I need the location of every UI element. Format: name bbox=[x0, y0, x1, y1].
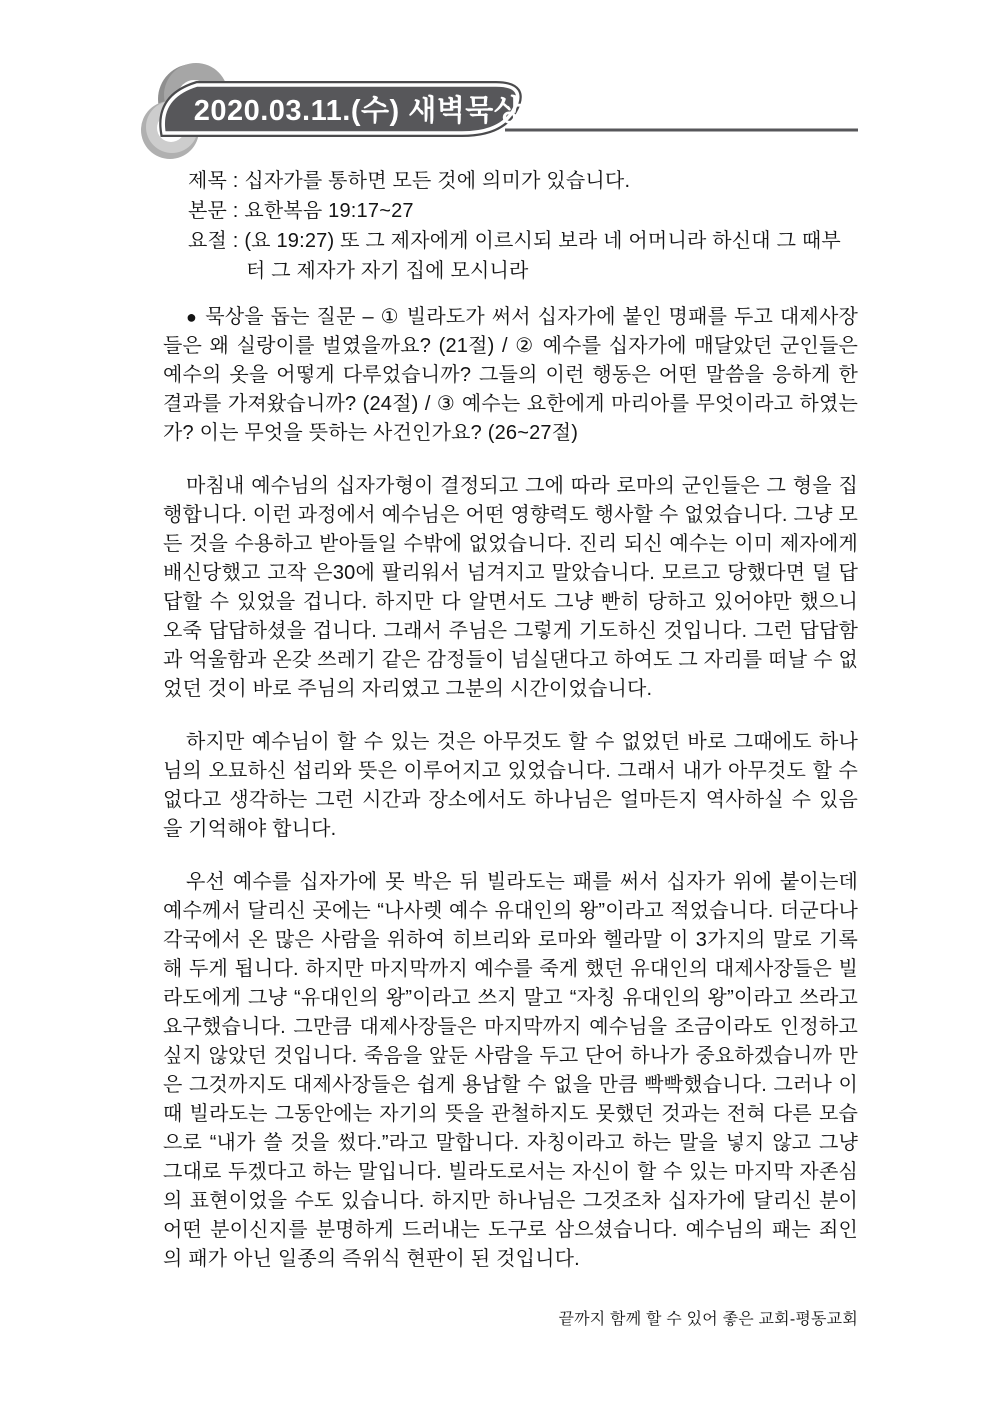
body-paragraph-2: 하지만 예수님이 할 수 있는 것은 아무것도 할 수 없었던 바로 그때에도 하나님의 오묘하신 섭리와 뜻은 이루어지고 있었습니다. 그래서 내가 아무것도 할 수 없다고 생각하는 그런 시간과 장소에서도 하나님은 얼마든지 역사하실 수 있음을 기억해야 합니다. bbox=[163, 731, 858, 840]
passage-label: 본문 : bbox=[188, 200, 245, 222]
header-ribbon-graphic bbox=[0, 0, 992, 175]
keyverse-label: 요절 : bbox=[188, 230, 245, 252]
document-body bbox=[163, 166, 858, 1274]
banner-title: 2020.03.11.(수) 새벽묵상 bbox=[193, 95, 523, 127]
meta-row-title bbox=[188, 166, 858, 196]
title-label: 제목 : bbox=[188, 170, 245, 192]
body-paragraph-3: 우선 예수를 십자가에 못 박은 뒤 빌라도는 패를 써서 십자가 위에 붙이는데 예수께서 달리신 곳에는 “나사렛 예수 유대인의 왕”이라고 적었습니다. 더군다나 각국에서 온 많은 사람을 위하여 히브리와 로마와 헬라말 이 3가지의 말로 기록해 두게 됩니다. 하지만 마지막까지 예수를 죽게 했던 유대인의 대제사장들은 빌라도에게 그냥 “유대인의 왕”이라고 쓰지 말고 “자칭 유대인의 왕”이라고 쓰라고 요구했습니다. 그만큼 대제사장들은 마지막까지 예수님을 조금이라도 인정하고 싶지 않았던 것입니다. 죽음을 앞둔 사람을 두고 단어 하나가 중요하겠습니까 만은 그것까지도 대제사장들은 쉽게 용납할 수 없을 만큼 빡빡했습니다. 그러나 이 때 빌라도는 그동안에는 자기의 뜻을 관철하지도 못했던 것과는 전혀 다른 모습으로 “내가 쓸 것을 썼다.”라고 말합니다. 자칭이라고 하는 말을 넣지 않고 그냥 그대로 두겠다고 하는 말입니다. 빌라도로서는 자신이 할 수 있는 마지막 자존심의 표현이었을 수도 있습니다. 하지만 하나님은 그것조차 십자가에 달리신 분이 어떤 분이신지를 분명하게 드러내는 도구로 삼으셨습니다. 예수님의 패는 죄인의 패가 아닌 일종의 즉위식 현판이 된 것입니다. bbox=[163, 871, 858, 1270]
body-paragraph-1: 마침내 예수님의 십자가형이 결정되고 그에 따라 로마의 군인들은 그 형을 집행합니다. 이런 과정에서 예수님은 어떤 영향력도 행사할 수 없었습니다. 그냥 모든 것을 수용하고 받아들일 수밖에 없었습니다. 진리 되신 예수는 이미 제자에게 배신당했고 고작 은30에 팔리워서 넘겨지고 말았습니다. 모르고 당했다면 덜 답답할 수 있었을 겁니다. 하지만 다 알면서도 그냥 빤히 당하고 있어야만 했으니 오죽 답답하셨을 겁니다. 그래서 주님은 그렇게 기도하신 것입니다. 그런 답답함과 억울함과 온갖 쓰레기 같은 감정들이 넘실댄다고 하여도 그 자리를 떠날 수 없었던 것이 바로 주님의 자리였고 그분의 시간이었습니다. bbox=[163, 475, 859, 700]
questions-text: 묵상을 돕는 질문 – ① 빌라도가 써서 십자가에 붙인 명패를 두고 대제사장들은 왜 실랑이를 벌였을까요? (21절) / ② 예수를 십자가에 매달았던 군인들은 예수의 옷을 어떻게 다루었습니까? 그들의 이런 행동은 어떤 말씀을 응하게 한 결과를 가져왔습니까? (24절) / ③ 예수는 요한에게 마리아를 무엇이라고 하였는가? 이는 무엇을 뜻하는 사건인가요? (26~27절) bbox=[163, 306, 858, 444]
passage-value: 요한복음 19:17~27 bbox=[244, 200, 414, 222]
bullet-icon: ● bbox=[186, 307, 199, 327]
keyverse-value: (요 19:27) 또 그 제자에게 이르시되 보라 네 어머니라 하신대 그 때부터 그 제자가 자기 집에 모시니라 bbox=[244, 230, 841, 282]
meditation-questions bbox=[163, 303, 858, 448]
meta-block bbox=[188, 166, 858, 286]
meta-row-keyverse bbox=[188, 226, 858, 286]
meta-row-passage bbox=[188, 196, 858, 226]
title-value: 십자가를 통하면 모든 것에 의미가 있습니다. bbox=[244, 170, 631, 192]
footer-slogan: 끝까지 함께 할 수 있어 좋은 교회-평동교회 bbox=[558, 1311, 858, 1328]
